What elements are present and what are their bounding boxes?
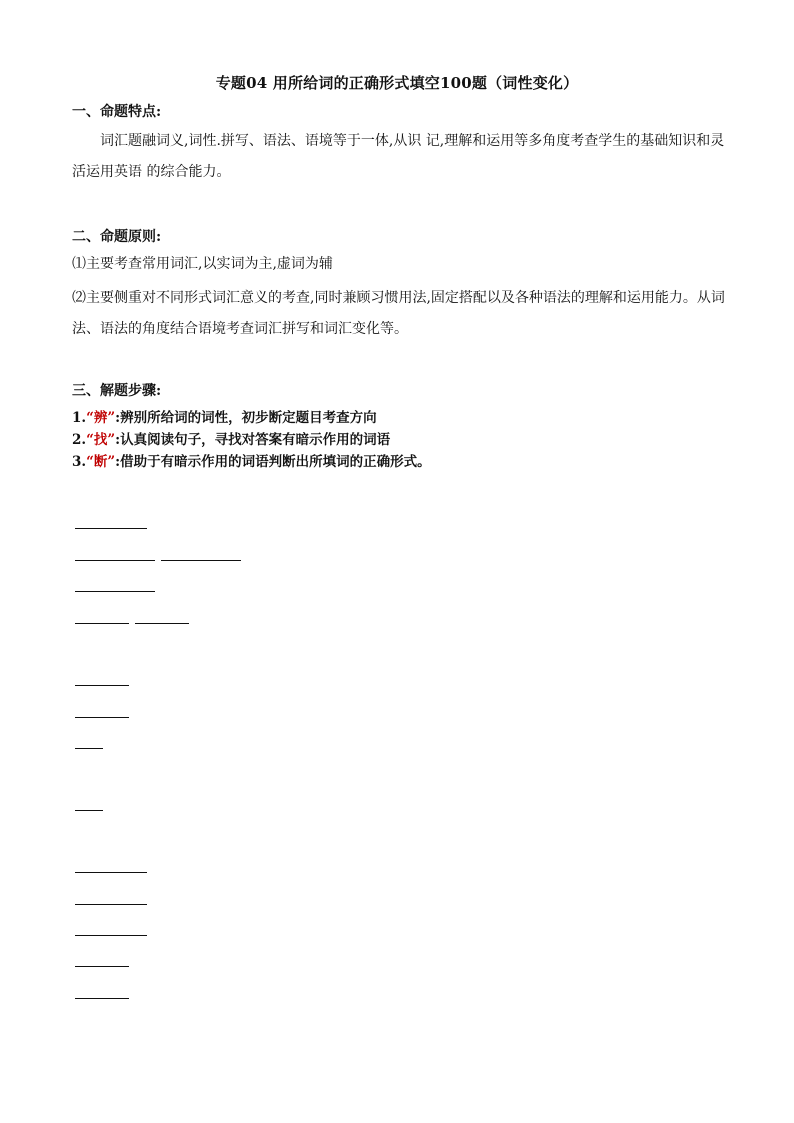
answer-blank[interactable] <box>75 892 147 905</box>
question-2 <box>72 548 722 565</box>
step-keyword: “辨” <box>86 410 116 426</box>
question-6 <box>72 736 722 753</box>
page-title: 专题04 用所给词的正确形式填空100题（词性变化） <box>215 74 579 92</box>
step-keyword: “断” <box>86 454 116 470</box>
question-7 <box>72 798 722 815</box>
step-number: 1. <box>72 410 87 426</box>
step-number: 3. <box>72 454 87 470</box>
answer-blank[interactable] <box>75 954 129 967</box>
step-text: :辨别所给词的词性，初步断定题目考查方向 <box>115 410 377 426</box>
question-11 <box>72 954 722 971</box>
answer-blank[interactable] <box>75 579 155 592</box>
answer-blank[interactable] <box>161 548 241 561</box>
step-number: 2. <box>72 432 87 448</box>
question-1 <box>72 516 722 533</box>
answer-blank[interactable] <box>75 611 129 624</box>
question-9 <box>72 892 722 909</box>
step-text: :认真阅读句子，寻找对答案有暗示作用的词语 <box>115 432 391 448</box>
answer-blank[interactable] <box>75 516 147 529</box>
question-10 <box>72 923 722 940</box>
principle-item-2: ⑵主要侧重对不同形式词汇意义的考查,同时兼顾习惯用法,固定搭配以及各种语法的理解和运用能力。从词法、语法的角度结合语境考查词汇拼写和词汇变化等。 <box>72 290 725 337</box>
section-heading-steps: 三、解题步骤: <box>72 383 162 399</box>
answer-blank[interactable] <box>75 798 103 811</box>
step-item-1 <box>72 406 377 426</box>
question-5-reply <box>72 705 722 722</box>
section-heading-principles: 二、命题原则: <box>72 229 162 245</box>
step-item-2 <box>72 428 390 448</box>
question-4 <box>72 611 722 628</box>
answer-blank[interactable] <box>75 923 147 936</box>
section-text-features: 词汇题融词义,词性.拼写、语法、语境等于一体,从识 记,理解和运用等多角度考查学生的基础知识和灵活运用英语 的综合能力。 <box>72 133 725 180</box>
question-8 <box>72 860 722 877</box>
answer-blank[interactable] <box>135 611 189 624</box>
question-5 <box>72 673 722 690</box>
answer-blank[interactable] <box>75 548 155 561</box>
answer-blank[interactable] <box>75 673 129 686</box>
answer-blank[interactable] <box>75 736 103 749</box>
question-12 <box>72 986 722 1003</box>
step-keyword: “找” <box>86 432 116 448</box>
answer-blank[interactable] <box>75 986 129 999</box>
step-text: :借助于有暗示作用的词语判断出所填词的正确形式。 <box>115 454 431 470</box>
step-item-3 <box>72 450 431 470</box>
principle-item-1: ⑴主要考查常用词汇,以实词为主,虚词为辅 <box>72 256 333 272</box>
answer-blank[interactable] <box>75 860 147 873</box>
question-3 <box>72 579 722 596</box>
section-heading-features: 一、命题特点: <box>72 104 162 120</box>
answer-blank[interactable] <box>75 705 129 718</box>
